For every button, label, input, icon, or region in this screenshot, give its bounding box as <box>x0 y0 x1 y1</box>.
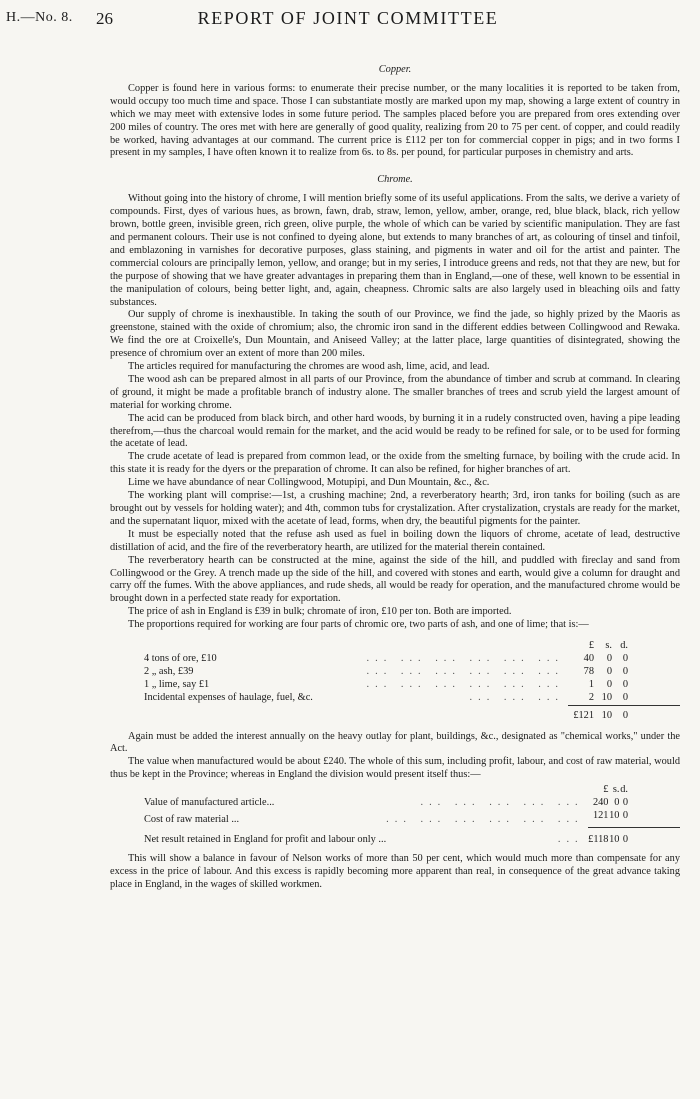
paragraph: The crude acetate of lead is prepared from common lead, or the oxide from the smelting furnace, by boiling with the crude acid. In this state it is ready for the dyers or the preparation of chrome. It can also be refined, for higher branches of art. <box>110 451 680 476</box>
pence-cell: 0 <box>622 678 628 690</box>
page-header <box>6 6 690 32</box>
table-row <box>110 679 680 692</box>
pounds-cell: 78 <box>583 665 594 677</box>
cost-table <box>110 640 680 722</box>
paragraph: Lime we have abundance of near Collingwood, Motupipi, and Dun Mountain, &c., &c. <box>128 477 490 489</box>
row-label: Value of manufactured article... <box>144 797 275 809</box>
leader-dots: ... ... ... ... ... ... <box>366 678 564 690</box>
shillings-cell: 0 <box>606 665 612 677</box>
result-pounds: £118 <box>588 833 609 845</box>
pence-cell: 0 <box>622 691 628 703</box>
table-row <box>110 810 680 827</box>
leader-dots: ... ... ... ... ... <box>420 797 584 809</box>
result-row <box>110 827 680 846</box>
table-row <box>110 797 680 810</box>
leader-dots: ... ... ... <box>469 692 564 704</box>
paragraph: Copper is found here in various forms: to enumerate their precise number, or the many localities it is reported to be taken from, would occupy too much time and space. Those I can substantiate mostly are marked upon my map, showing a large extent of country in which we may meet with extensive lodes in some future period. The samples placed before you are prepared from ores extending over 200 miles of country. The ores met with here are generally of good quality, realizing from 20 to 75 per cent. of copper, and could readily be worked, having advantages at our command. The current price is £112 per ton for commercial copper in pigs; and in two forms I present in my samples, I have often known it to realize from 6s. to 8s. per pound, for particular purposes in chemistry and arts. <box>110 82 680 159</box>
row-label: Incidental expenses of haulage, fuel, &c. <box>144 692 313 704</box>
pounds-cell: 240 <box>592 797 609 809</box>
paragraph: The articles required for manufacturing the chromes are wood ash, lime, acid, and lead. <box>128 361 490 373</box>
pence-cell: 0 <box>622 652 628 664</box>
leader-dots: ... <box>557 833 584 845</box>
paragraph: Our supply of chrome is inexhaustible. In taking the south of our Province, we find the jade, so highly prized by the Maoris as greenstone, stained with the oxide of chromium; also, the chromic iron sand in the different eddies between Collingwood and Rewaka. We find the ore at Croixelle's, Dun Mountain, and Aniseed Valley; at the latter place, large quantities of disintegrated, showing the presence of chromium over an extent of more than 200 miles. <box>110 309 680 360</box>
paragraph: This will show a balance in favour of Nelson works of more than 50 per cent, which would much more than compensate for any excess in the price of labour. And this excess is rapidly becoming more apparent than real, in consequence of the great advance taking place in England, in the wages of skilled workmen. <box>110 852 680 890</box>
table-row <box>110 666 680 679</box>
total-pounds: £121 <box>568 705 594 722</box>
table-header-row <box>110 784 680 797</box>
paragraph: The reverberatory hearth can be constructed at the mine, against the side of the hill, and puddled with fireclay and sand from Collingwood or the Grey. A trench made up the side of the hill, and covered with stones and earth, would give a column for draught and carry off the fumes. With the above appliances, and rude sheds, all would be ready for operation, and the manufactured chrome would be brought down in a perfected state ready for exportation. <box>110 554 680 605</box>
pence-cell: 0 <box>619 810 680 827</box>
paragraph: The price of ash in England is £39 in bulk; chromate of iron, £10 per ton. Both are imported. <box>128 606 512 618</box>
total-shillings: 10 <box>594 705 612 722</box>
document-reference: H.—No. 8. <box>6 10 73 25</box>
shillings-header: s. <box>605 640 612 652</box>
page-number: 26 <box>96 9 113 28</box>
pounds-cell: 1 <box>588 678 594 690</box>
section-heading-chrome: Chrome. <box>377 174 413 186</box>
shillings-cell: 0 <box>614 797 620 809</box>
running-title: REPORT OF JOINT COMMITTEE <box>197 8 499 28</box>
row-label: 1 „ lime, say £1 <box>144 678 210 690</box>
shillings-cell: 0 <box>606 652 612 664</box>
section-heading-copper: Copper. <box>378 64 412 75</box>
total-row <box>110 705 680 722</box>
leader-dots: ... ... ... ... ... ... <box>366 652 564 664</box>
total-pence: 0 <box>612 705 680 722</box>
table-row <box>110 692 680 705</box>
paragraph: The wood ash can be prepared almost in all parts of our Province, from the abundance of timber and scrub at command. In clearing of ground, it might be made a profitable branch of industry alone. The smaller branches of trees and scrub yield the largest amount of material for working chrome. <box>110 373 680 411</box>
pence-cell: 0 <box>622 797 628 809</box>
leader-dots: ... ... ... ... ... ... <box>386 814 584 826</box>
row-label: 2 „ ash, £39 <box>144 665 194 677</box>
shillings-cell: 0 <box>606 678 612 690</box>
shillings-header: s. <box>612 784 620 796</box>
pounds-header: £ <box>603 784 609 796</box>
shillings-cell: 10 <box>608 810 619 827</box>
shillings-cell: 10 <box>601 691 612 703</box>
paragraph: It must be especially noted that the refuse ash used as fuel in boiling down the liquors of chrome, acetate of lead, destructive distillation of acid, and the fire of the reverberatory hearth, are utilized for the material therein contained. <box>110 528 680 553</box>
paragraph: The value when manufactured would be about £240. The whole of this sum, including profit, labour, and cost of raw material, would thus be kept in the Province; whereas in England the division would present itself thus:— <box>110 756 680 781</box>
paragraph: Without going into the history of chrome, I will mention briefly some of its useful applications. From the salts, we derive a variety of compounds. First, dyes of various hues, as brown, fawn, drab, straw, lemon, yellow, amber, orange, red, blue black, black, rich yellow brown, bottle green, invisible green, rich green, olive purple, the whole of which can be varied by scientific manipulation. They are fast and permanent colours. Their use is not confined to dyeing alone, but extends to many branches of art, as colouring of tinsel and tinfoil, and emblazoning in varnishes for decorative purposes, glass staining, and pigments in water and oil for the artist and painter. The commercial colours are principally lemon, yellow, and orange; but in my series, I introduce greens and reds, not that they are new, but for the purpose of showing that we have greater advantages in preparing them than in England,—one of these, well known to be essential in the manipulation of colours, being better light, and, again, cheapness. Chromic salts are also largely used in bleaching oils and fatty substances. <box>110 193 680 308</box>
pounds-cell: 40 <box>583 652 594 664</box>
pence-header: d. <box>620 640 628 652</box>
paragraph: The proportions required for working are four parts of chromic ore, two parts of ash, and one of lime; that is:— <box>128 619 589 631</box>
pounds-cell: 121 <box>588 810 609 827</box>
table-header-row <box>110 640 680 653</box>
row-label: Cost of raw material ... <box>144 814 240 826</box>
result-pence: 0 <box>622 833 628 845</box>
leader-dots: ... ... ... ... ... ... <box>366 665 564 677</box>
paragraph: Again must be added the interest annually on the heavy outlay for plant, buildings, &c., designated as "chemical works," under the Act. <box>110 730 680 755</box>
division-table <box>110 784 680 847</box>
pounds-header: £ <box>588 640 594 652</box>
row-label: 4 tons of ore, £10 <box>144 652 217 664</box>
pence-cell: 0 <box>622 665 628 677</box>
paragraph: The working plant will comprise:—1st, a crushing machine; 2nd, a reverberatory hearth; 3rd, iron tanks for boiling (such as are brought out by vessels for holding water); and 4th, common tubs for crystalization. After crystalization, crystals are ready for the market, and the supernatant liquor, mixed with the acetate of lead, forms, when dry, the beautiful pigments for the painter. <box>110 490 680 527</box>
pounds-cell: 2 <box>588 691 594 703</box>
row-label: Net result retained in England for profit and labour only ... <box>144 833 387 845</box>
paragraph: The acid can be produced from black birch, and other hard woods, by burning it in a rudely constructed oven, having a pipe leading therefrom,—thus the charcoal would remain for the market, and the acid would be ready to be refined for sale, or to be used for forming the acetate of lead. <box>110 412 680 450</box>
table-row <box>110 653 680 666</box>
result-shillings: 10 <box>609 833 620 845</box>
pence-header: d. <box>620 784 628 796</box>
document-body <box>110 64 680 891</box>
